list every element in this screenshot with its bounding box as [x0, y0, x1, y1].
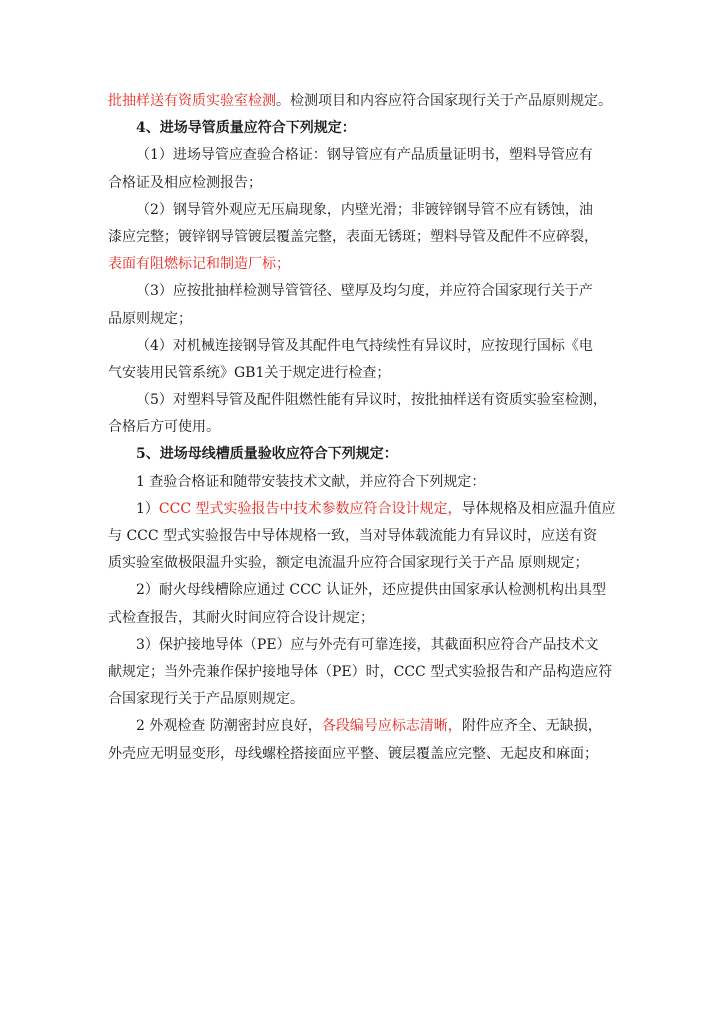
body-text: 合国家现行关于产品原则规定。 [108, 691, 304, 708]
document-page [108, 88, 628, 768]
text-line [108, 360, 628, 387]
text-line [108, 170, 628, 197]
text-line [108, 496, 628, 523]
body-text: 3）保护接地导体（PE）应与外壳有可靠连接，其截面积应符合产品技术文 [136, 636, 599, 653]
text-line [108, 659, 628, 686]
body-text: （4）对机械连接钢导管及其配件电气持续性有异议时，应按现行国标《电 [136, 337, 593, 354]
text-line [108, 278, 628, 305]
body-text: （5）对塑料导管及配件阻燃性能有异议时，按批抽样送有资质实验室检测， [136, 392, 607, 409]
text-line [108, 224, 628, 251]
text-line [108, 741, 628, 768]
text-line [108, 605, 628, 632]
body-text: 献规定；当外壳兼作保护接地导体（PE）时，CCC 型式实验报告和产品构造应符 [108, 663, 613, 680]
text-line [108, 387, 628, 414]
body-text: 合格证及相应检测报告； [108, 174, 262, 191]
text-line [108, 713, 628, 740]
body-text: （1）进场导管应查验合格证：钢导管应有产品质量证明书，塑料导管应有 [136, 147, 593, 164]
body-text: 2）耐火母线槽除应通过 CCC 认证外，还应提供由国家承认检测机构出具型 [136, 582, 606, 599]
text-line [108, 577, 628, 604]
text-line [108, 523, 628, 550]
text-line [108, 550, 628, 577]
body-text: 漆应完整；镀锌钢导管镀层覆盖完整，表面无锈斑；塑料导管及配件不应碎裂， [108, 228, 598, 245]
body-text: 合格后方可使用。 [108, 419, 220, 436]
body-text: （3）应按批抽样检测导管管径、壁厚及均匀度，并应符合国家现行关于产 [136, 283, 593, 300]
section-heading: 4、进场导管质量应符合下列规定： [136, 120, 356, 137]
highlighted-text: 批抽样送有资质实验室检测 [108, 93, 276, 109]
text-line [108, 115, 628, 142]
highlighted-text: 各段编号应标志清晰， [321, 718, 462, 735]
body-text: 气安装用民管系统》GB1关于规定进行检查； [108, 364, 391, 381]
body-text: 质实验室做极限温升实验，额定电流温升应符合国家现行关于产品 原则规定； [108, 555, 589, 572]
text-line [108, 251, 628, 278]
text-line [108, 686, 628, 713]
text-line [108, 197, 628, 224]
body-text: 品原则规定； [108, 310, 192, 327]
body-text: 1） [136, 500, 159, 517]
text-line [108, 632, 628, 659]
text-line [108, 333, 628, 360]
body-text: 2 外观检查 防潮密封应良好， [136, 718, 322, 735]
highlighted-text: 表面有阻燃标记和制造厂标； [108, 256, 290, 273]
body-text: 与 CCC 型式实验报告中导体规格一致，当对导体载流能力有异议时，应送有资 [108, 528, 598, 544]
text-line [108, 142, 628, 169]
body-text: 1 查验合格证和随带安装技术文献，并应符合下列规定： [136, 473, 486, 490]
body-text: 附件应齐全、无缺损， [461, 718, 602, 735]
highlighted-text: CCC 型式实验报告中技术参数应符合设计规定， [158, 500, 462, 517]
body-text: 式检查报告，其耐火时间应符合设计规定； [108, 609, 374, 626]
text-line [108, 469, 628, 496]
text-line [108, 441, 628, 468]
body-text: （2）钢导管外观应无压扁现象，内壁光滑；非镀锌钢导管不应有锈蚀，油 [136, 201, 593, 218]
text-line [108, 414, 628, 441]
section-heading: 5、进场母线槽质量验收应符合下列规定： [136, 446, 398, 463]
body-text: 外壳应无明显变形，母线螺栓搭接面应平整、镀层覆盖应完整、无起皮和麻面； [108, 745, 598, 762]
body-text: 导体规格及相应温升值应 [461, 500, 616, 517]
text-line [108, 306, 628, 333]
text-line [108, 88, 628, 115]
document-body [108, 88, 628, 768]
body-text: 。检测项目和内容应符合国家现行关于产品原则规定。 [276, 93, 612, 109]
